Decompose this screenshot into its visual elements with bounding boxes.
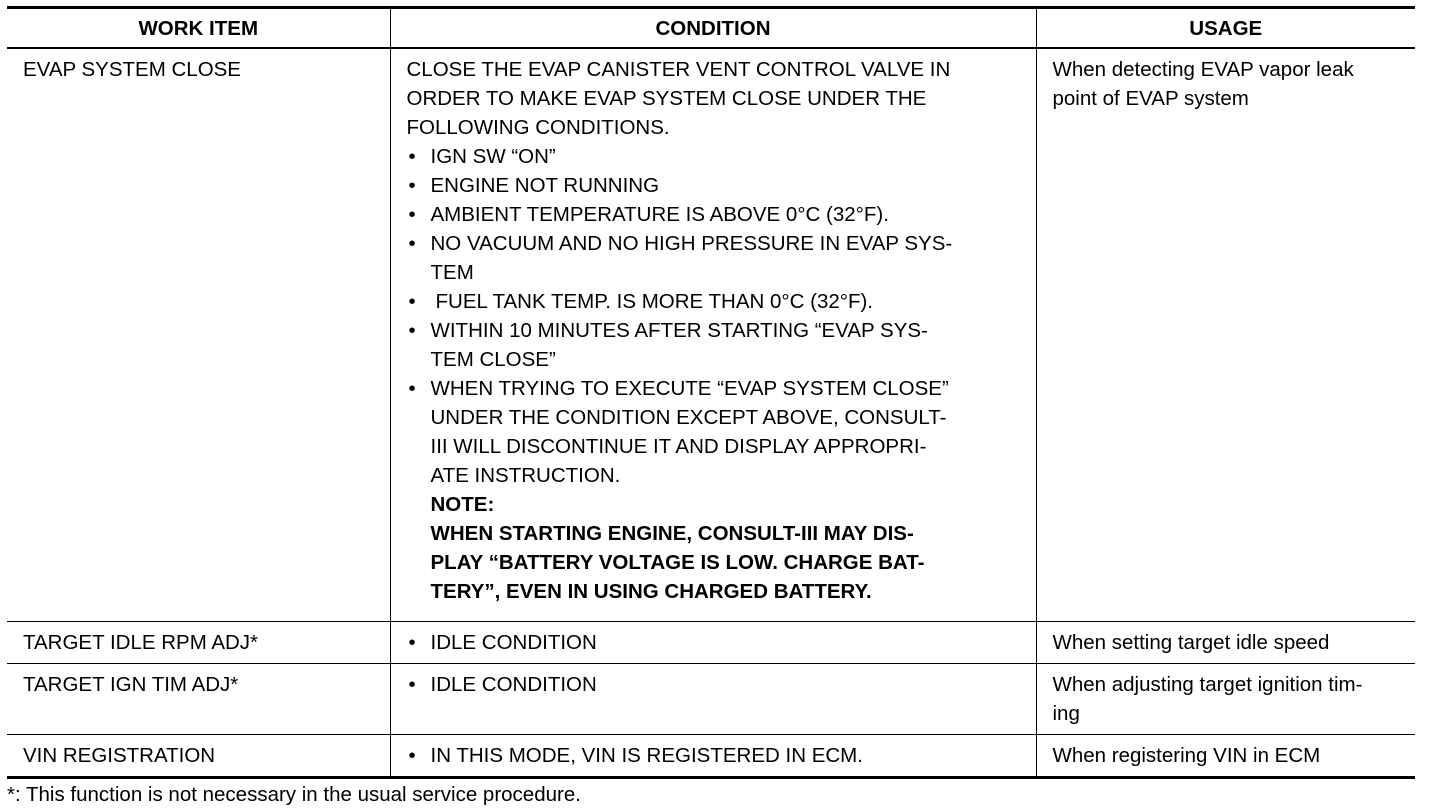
condition-cell	[390, 622, 1036, 664]
bullet-line: ATE INSTRUCTION.	[430, 464, 621, 487]
usage-line: When registering VIN in ECM	[1052, 744, 1321, 767]
condition-line: FOLLOWING CONDITIONS.	[406, 116, 670, 139]
condition-bullet	[407, 670, 1028, 699]
bullet-line: • IDLE CONDITION	[430, 631, 597, 654]
table-row	[7, 48, 1415, 622]
bullet-line: • IN THIS MODE, VIN IS REGISTERED IN ECM.	[430, 744, 863, 767]
table-row	[7, 664, 1415, 735]
usage-line: point of EVAP system	[1052, 87, 1249, 110]
usage-line: When setting target idle speed	[1052, 631, 1330, 654]
table-row	[7, 622, 1415, 664]
condition-intro	[407, 55, 1028, 142]
bullet-line: • NO VACUUM AND NO HIGH PRESSURE IN EVAP SYS-	[430, 232, 953, 255]
bullet-line: • WITHIN 10 MINUTES AFTER STARTING “EVAP SYS-	[430, 319, 928, 342]
condition-bullet	[407, 171, 1028, 200]
condition-bullet	[407, 374, 1028, 490]
note-line: WHEN STARTING ENGINE, CONSULT-III MAY DIS-	[430, 522, 914, 545]
condition-bullet	[407, 628, 1028, 657]
usage-line: ing	[1052, 702, 1080, 725]
usage-cell	[1036, 622, 1415, 664]
condition-bullet	[407, 287, 1028, 316]
work-item-cell: EVAP SYSTEM CLOSE	[23, 58, 241, 81]
table-row	[7, 735, 1415, 778]
condition-cell	[390, 664, 1036, 735]
condition-bullet	[407, 200, 1028, 229]
note-line: PLAY “BATTERY VOLTAGE IS LOW. CHARGE BAT-	[430, 551, 925, 574]
note-line: TERY”, EVEN IN USING CHARGED BATTERY.	[430, 580, 872, 603]
header-work-item: WORK ITEM	[138, 16, 259, 40]
condition-bullet	[407, 316, 1028, 374]
usage-line: When detecting EVAP vapor leak	[1052, 58, 1354, 81]
work-item-cell: TARGET IGN TIM ADJ*	[23, 673, 239, 696]
bullet-line: • ENGINE NOT RUNNING	[430, 174, 660, 197]
bullet-line: TEM CLOSE”	[430, 348, 556, 371]
condition-cell	[390, 735, 1036, 778]
bullet-line: • WHEN TRYING TO EXECUTE “EVAP SYSTEM CLOSE”	[430, 377, 949, 400]
condition-bullet	[407, 229, 1028, 287]
bullet-line: TEM	[430, 261, 474, 284]
condition-line: CLOSE THE EVAP CANISTER VENT CONTROL VALVE IN	[406, 58, 951, 81]
usage-line: When adjusting target ignition tim-	[1052, 673, 1363, 696]
bullet-line: • AMBIENT TEMPERATURE IS ABOVE 0°C (32°F).	[430, 203, 889, 226]
footnote: *: This function is not necessary in the usual service procedure.	[7, 783, 581, 806]
table-header-row	[7, 8, 1415, 49]
header-condition: CONDITION	[390, 8, 1036, 49]
condition-bullet	[407, 741, 1028, 770]
note-block	[407, 490, 1028, 606]
bullet-line: • FUEL TANK TEMP. IS MORE THAN 0°C (32°F).	[435, 290, 873, 313]
usage-cell	[1036, 664, 1415, 735]
condition-line: ORDER TO MAKE EVAP SYSTEM CLOSE UNDER THE	[406, 87, 927, 110]
header-usage: USAGE	[1036, 8, 1415, 49]
bullet-line: • IDLE CONDITION	[430, 673, 597, 696]
bullet-line: UNDER THE CONDITION EXCEPT ABOVE, CONSULT-	[430, 406, 947, 429]
work-item-cell: TARGET IDLE RPM ADJ*	[23, 631, 259, 654]
bullet-line: • IGN SW “ON”	[430, 145, 556, 168]
bullet-line: III WILL DISCONTINUE IT AND DISPLAY APPROPRI-	[430, 435, 927, 458]
work-item-cell: VIN REGISTRATION	[23, 744, 216, 767]
note-label: NOTE:	[430, 493, 495, 516]
usage-cell	[1036, 735, 1415, 778]
work-support-table	[7, 6, 1415, 779]
usage-cell	[1036, 48, 1415, 622]
condition-bullet	[407, 142, 1028, 171]
condition-cell	[390, 48, 1036, 622]
